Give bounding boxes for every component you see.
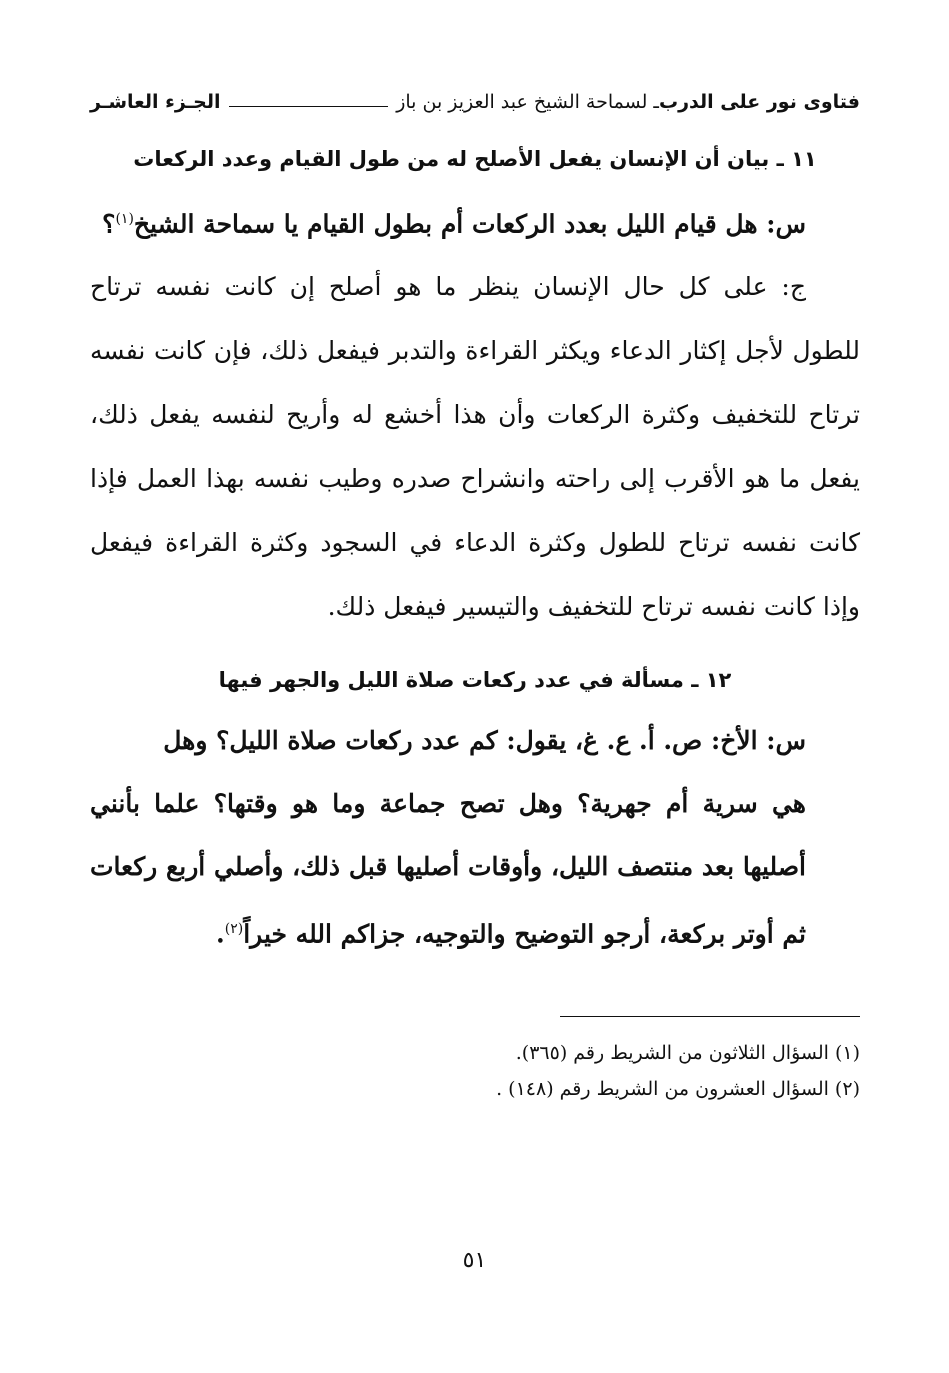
section-11-answer: ج: على كل حال الإنسان ينظر ما هو أصلح إن كانت نفسه ترتاح للطول لأجل إكثار الدعاء ويكثر القراءة والتدبر فيفعل ذلك، فإن كانت نفسه ترتاح للتخفيف وكثرة الركعات وأن هذا أخشع له وأريح لنفسه يفعل ذلك، يفعل ما هو الأقرب إلى راحته وانشراح صدره وطيب نفسه بهذا العمل فإذا كانت نفسه ترتاح للطول وكثرة الدعاء في السجود وكثرة القراءة فيفعل وإذا كانت نفسه ترتاح للتخفيف والتيسير فيفعل ذلك. [90, 272, 860, 622]
book-title: فتاوى نور على الدرب [659, 91, 860, 113]
page-number: ٥١ [462, 1248, 487, 1273]
section-11-heading: ١١ ـ بيان أن الإنسان يفعل الأصلح له من طول القيام وعدد الركعات [133, 147, 817, 171]
section-11-question-text: س: هل قيام الليل بعدد الركعات أم بطول القيام يا سماحة الشيخ [133, 209, 806, 239]
section-12-question-rest: هي سرية أم جهرية؟ وهل تصح جماعة وما هو وقتها؟ علما بأنني أصليها بعد منتصف الليل، وأوقات أصليها قبل ذلك، وأصلي أربع ركعات ثم أوتر بركعة، أرجو التوضيح والتوجيه، جزاكم الله خيراً [90, 789, 806, 949]
section-12-heading: ١٢ ـ مسألة في عدد ركعات صلاة الليل والجهر فيها [218, 668, 732, 693]
footnote-ref-2[interactable]: (٢) [224, 921, 244, 938]
page-body [90, 80, 860, 1107]
footnote-1: (١) السؤال الثلاثون من الشريط رقم (٣٦٥). [515, 1041, 860, 1064]
question-end-period: . [216, 919, 225, 949]
footnote-2: (٢) السؤال العشرون من الشريط رقم (١٤٨) . [496, 1077, 860, 1100]
volume-label: الجـزء العاشـر [90, 91, 221, 113]
section-12-question [90, 709, 860, 965]
author-name: ـ لسماحة الشيخ عبد العزيز بن باز [396, 91, 659, 113]
question-mark: ؟ [102, 209, 116, 239]
header-separator-line [229, 106, 389, 107]
section-12-question-continuation [90, 772, 860, 965]
section-12-question-first-line: س: الأخ: ص. أ. ع. غ، يقول: كم عدد ركعات صلاة الليل؟ وهل [163, 726, 806, 756]
section-11-question [90, 188, 860, 255]
running-header [90, 80, 860, 124]
footnote-ref-1[interactable]: (١) [115, 211, 134, 227]
footnote-separator [560, 1016, 860, 1017]
